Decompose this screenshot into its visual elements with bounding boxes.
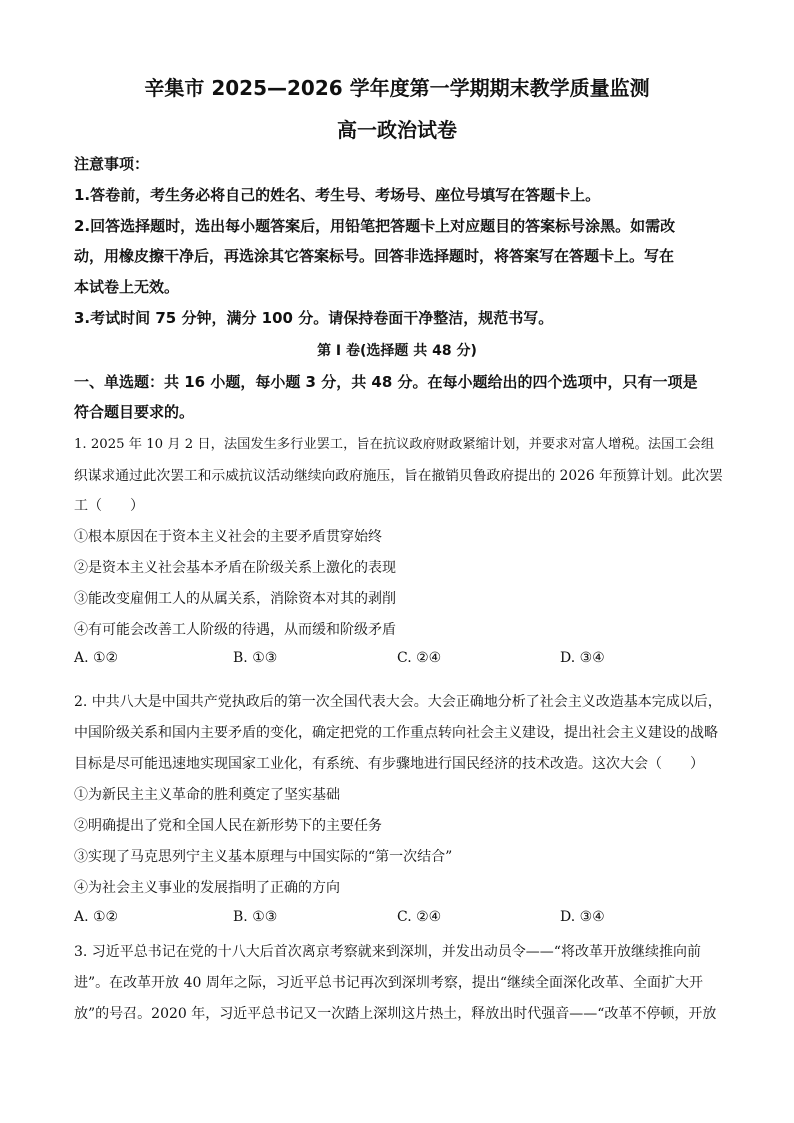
note-2-line-3: 本试卷上无效。 — [74, 278, 180, 296]
q2-option-d: D. ③④ — [560, 909, 605, 925]
exam-subtitle: 高一政治试卷 — [337, 118, 457, 142]
q1-statement-3: ③能改变雇佣工人的从属关系，消除资本对其的剥削 — [74, 591, 396, 607]
notes-heading: 注意事项： — [74, 155, 150, 173]
section-title: 第 I 卷(选择题 共 48 分) — [317, 343, 477, 359]
q1-option-a: A. ①② — [74, 650, 119, 666]
q1-stem-line-1: 1. 2025 年 10 月 2 日，法国发生多行业罢工，旨在抗议政府财政紧缩计划，并要求对富人增税。法国工会组 — [74, 437, 715, 452]
q2-statement-4: ④为社会主义事业的发展指明了正确的方向 — [74, 880, 340, 896]
q2-stem-line-3: 目标是尽可能迅速地实现国家工业化，有系统、有步骤地进行国民经济的技术改造。这次大会（ ） — [74, 756, 704, 772]
q2-option-c: C. ②④ — [397, 909, 442, 925]
q3-stem-line-2: 进”。在改革开放 40 周年之际，习近平总书记再次到深圳考察，提出“继续全面深化改革、全面扩大开 — [74, 975, 704, 991]
note-3: 3.考试时间 75 分钟，满分 100 分。请保持卷面干净整洁，规范书写。 — [74, 309, 554, 327]
note-2-line-1: 2.回答选择题时，选出每小题答案后，用铅笔把答题卡上对应题目的答案标号涂黑。如需改 — [74, 217, 676, 235]
q1-option-b: B. ①③ — [233, 650, 278, 666]
q2-statement-2: ②明确提出了党和全国人民在新形势下的主要任务 — [74, 818, 382, 834]
q2-statement-1: ①为新民主主义革命的胜利奠定了坚实基础 — [74, 787, 340, 803]
q3-stem-line-3: 放”的号召。2020 年，习近平总书记又一次踏上深圳这片热土，释放出时代强音——“改革不停顿，开放 — [74, 1006, 717, 1022]
q1-statement-4: ④有可能会改善工人阶级的待遇，从而缓和阶级矛盾 — [74, 622, 396, 638]
q1-statement-1: ①根本原因在于资本主义社会的主要矛盾贯穿始终 — [74, 529, 382, 545]
section-instruction-1: 一、单选题：共 16 小题，每小题 3 分，共 48 分。在每小题给出的四个选项中，只有一项是 — [74, 373, 698, 391]
note-2-line-2: 动，用橡皮擦干净后，再选涂其它答案标号。回答非选择题时，将答案写在答题卡上。写在 — [74, 247, 675, 265]
exam-title: 辛集市 2025—2026 学年度第一学期期末教学质量监测 — [144, 76, 650, 100]
q2-stem-line-1: 2. 中共八大是中国共产党执政后的第一次全国代表大会。大会正确地分析了社会主义改造基本完成以后， — [74, 694, 722, 710]
q3-stem-line-1: 3. 习近平总书记在党的十八大后首次离京考察就来到深圳，并发出动员令——“将改革开放继续推向前 — [74, 944, 701, 960]
q2-option-b: B. ①③ — [233, 909, 278, 925]
q1-statement-2: ②是资本主义社会基本矛盾在阶级关系上激化的表现 — [74, 560, 396, 576]
section-instruction-2: 符合题目要求的。 — [74, 403, 195, 421]
q1-stem-line-2: 织谋求通过此次罢工和示威抗议活动继续向政府施压，旨在撤销贝鲁政府提出的 2026 年预算计划。此次罢 — [74, 468, 723, 484]
note-1: 1.答卷前，考生务必将自己的姓名、考生号、考场号、座位号填写在答题卡上。 — [74, 186, 601, 204]
q2-statement-3: ③实现了马克思列宁主义基本原理与中国实际的“第一次结合” — [74, 849, 453, 865]
q1-stem-line-3: 工（ ） — [74, 498, 144, 514]
q1-option-c: C. ②④ — [397, 650, 442, 666]
q1-option-d: D. ③④ — [560, 650, 605, 666]
q2-option-a: A. ①② — [74, 909, 119, 925]
q2-stem-line-2: 中国阶级关系和国内主要矛盾的变化，确定把党的工作重点转向社会主义建设，提出社会主义建设的战略 — [74, 725, 718, 741]
